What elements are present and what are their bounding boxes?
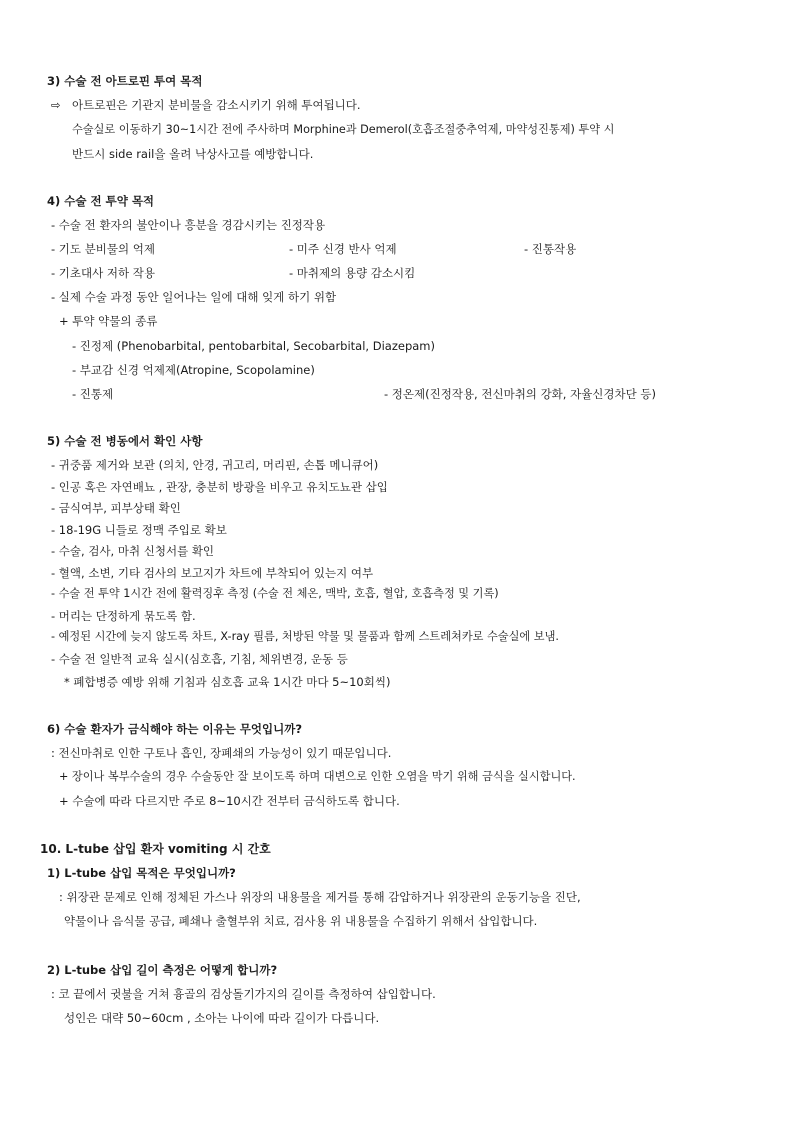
section-10-answer-1: 약물이나 음식물 공급, 폐쇄나 출혈부위 치료, 검사용 위 내용물을 수집하기 위해서 삽입합니다. [64, 914, 538, 928]
section-4-item: - 수술 전 환자의 불안이나 흥분을 경감시키는 진정작용 [51, 218, 326, 232]
section-6-heading: 6) 수술 환자가 금식해야 하는 이유는 무엇입니까? [47, 722, 303, 736]
section-4-item: - 기도 분비물의 억제 [51, 242, 155, 256]
section-3-text: 아트로핀은 기관지 분비물을 감소시키기 위해 투여됩니다. [72, 98, 361, 112]
section-10-question-1: 1) L-tube 삽입 목적은 무엇입니까? [47, 866, 236, 880]
checklist-item: - 수술 전 투약 1시간 전에 활력징후 측정 (수술 전 체온, 맥박, 호흡, 혈압, 호흡측정 및 기록) [51, 587, 499, 600]
section-3-text: 반드시 side rail을 올려 낙상사고를 예방합니다. [72, 147, 314, 161]
section-6-answer: + 수술에 따라 다르지만 주로 8~10시간 전부터 금식하도록 합니다. [59, 794, 400, 808]
section-4-heading: 4) 수술 전 투약 목적 [47, 194, 155, 208]
checklist-item: - 금식여부, 피부상태 확인 [51, 501, 181, 515]
checklist-item: - 귀중품 제거와 보관 (의치, 안경, 귀고리, 머리핀, 손톱 메니큐어) [51, 458, 379, 472]
section-4-item: - 진통작용 [524, 242, 577, 256]
section-4-item: - 미주 신경 반사 억제 [289, 242, 397, 256]
checklist-note: * 폐합병증 예방 위해 기침과 심호흡 교육 1시간 마다 5~10회씩) [64, 675, 391, 689]
section-6-answer: : 전신마취로 인한 구토나 흡인, 장폐쇄의 가능성이 있기 때문입니다. [51, 746, 392, 760]
checklist-item: - 인공 혹은 자연배뇨 , 관장, 충분히 방광을 비우고 유치도뇨관 삽입 [51, 480, 388, 494]
checklist-item: - 혈액, 소변, 기타 검사의 보고지가 차트에 부착되어 있는지 여부 [51, 566, 374, 580]
section-10-answer-2: : 코 끝에서 귓불을 거쳐 흉골의 검상돌기가지의 길이를 측정하여 삽입합니다. [51, 987, 436, 1001]
section-10-question-2: 2) L-tube 삽입 길이 측정은 어떻게 합니까? [47, 963, 278, 977]
section-10-answer-2: 성인은 대략 50~60cm , 소아는 나이에 따라 길이가 다릅니다. [64, 1011, 380, 1025]
section-4-item: - 마취제의 용량 감소시킴 [289, 266, 416, 280]
section-4-drug: - 진정제 (Phenobarbital, pentobarbital, Secobarbital, Diazepam) [72, 339, 435, 353]
section-10-answer-1: : 위장관 문제로 인해 정체된 가스나 위장의 내용물을 제거를 통해 감압하거나 위장관의 운동기능을 진단, [59, 890, 581, 904]
section-4-item: - 실제 수술 과정 동안 일어나는 일에 대해 잊게 하기 위함 [51, 290, 337, 304]
section-4-drug: - 진통제 [72, 387, 114, 401]
section-3-text: 수술실로 이동하기 30~1시간 전에 주사하며 Morphine과 Demerol(호흡조절중추억제, 마약성진통제) 투약 시 [72, 123, 615, 136]
section-4-subheading: + 투약 약물의 종류 [59, 314, 158, 328]
section-10-heading: 10. L-tube 삽입 환자 vomiting 시 간호 [40, 842, 271, 856]
checklist-item: - 18-19G 니들로 정맥 주입로 확보 [51, 523, 227, 537]
arrow-icon: ⇨ [51, 98, 61, 112]
checklist-item: - 수술 전 일반적 교육 실시(심호흡, 기침, 체위변경, 운동 등 [51, 652, 348, 666]
section-5-heading: 5) 수술 전 병동에서 확인 사항 [47, 434, 203, 448]
section-4-drug: - 정온제(진정작용, 전신마취의 강화, 자율신경차단 등) [384, 387, 656, 401]
checklist-item: - 예정된 시간에 늦지 않도록 차트, X-ray 필름, 처방된 약물 및 물품과 함께 스트레쳐카로 수술실에 보냄. [51, 630, 559, 643]
section-6-answer: + 장이나 복부수술의 경우 수술동안 잘 보이도록 하며 대변으로 인한 오염을 막기 위해 금식을 실시합니다. [59, 770, 576, 783]
checklist-item: - 수술, 검사, 마취 신청서를 확인 [51, 544, 215, 558]
section-4-drug: - 부교감 신경 억제제(Atropine, Scopolamine) [72, 363, 315, 377]
section-3-heading: 3) 수술 전 아트로핀 투여 목적 [47, 74, 203, 88]
section-4-item: - 기초대사 저하 작용 [51, 266, 155, 280]
checklist-item: - 머리는 단정하게 묶도록 함. [51, 609, 196, 623]
